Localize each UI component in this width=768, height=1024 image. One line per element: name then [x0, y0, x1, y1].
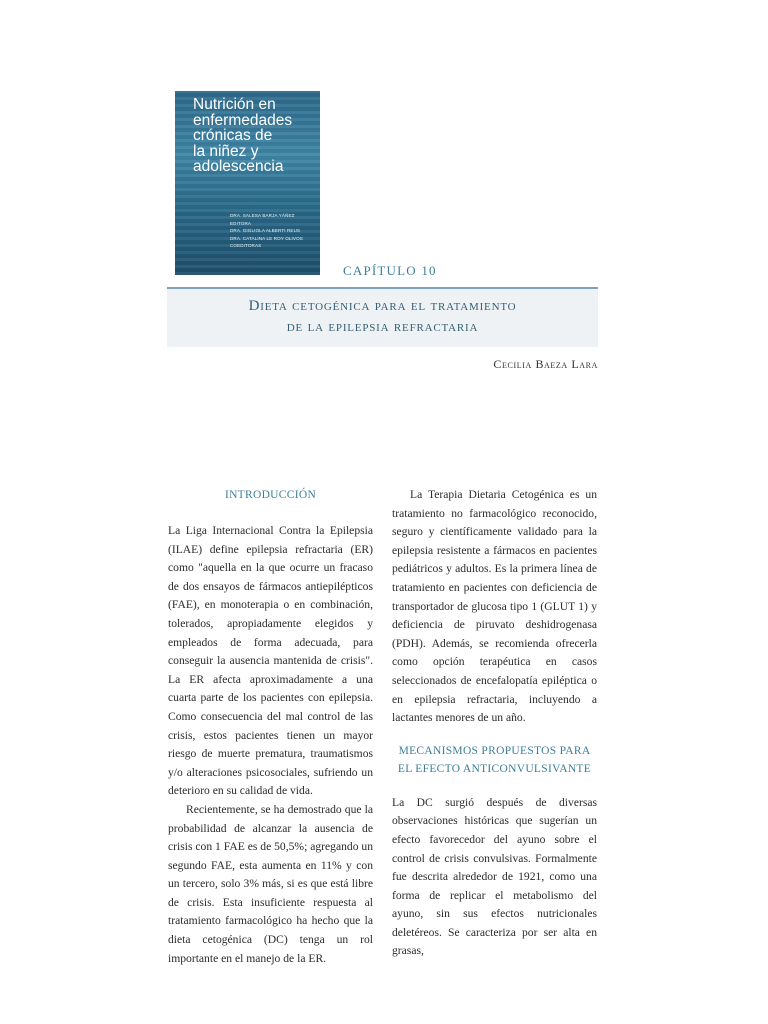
- right-column: [392, 486, 597, 961]
- paragraph: La DC surgió después de diversas observaciones históricas que sugerían un efecto favorecedor del ayuno sobre el control de crisis convulsivas. Formalmente fue descrita alrededor de 1921, como una forma de replicar el metabolismo del ayuno, sin sus efectos nutricionales deletéreos. Se caracteriza por ser alta en grasas,: [392, 795, 597, 958]
- cover-title-line: la niñez y: [193, 142, 259, 160]
- cover-credits: [230, 212, 318, 250]
- chapter-author: Cecilia Baeza Lara: [493, 357, 598, 371]
- section-heading-introduction: INTRODUCCIÓN: [224, 489, 317, 501]
- cover-title-line: adolescencia: [193, 158, 284, 176]
- left-column: [168, 486, 373, 968]
- cover-credit-line: COEDITORAS: [230, 243, 262, 249]
- book-cover: [175, 91, 320, 275]
- chapter-label: CAPÍTULO 10: [343, 263, 437, 278]
- cover-credit-line: EDITORA: [230, 220, 252, 226]
- cover-title-line: crónicas de: [193, 127, 273, 145]
- section-heading-line: EL EFECTO ANTICONVULSIVANTE: [397, 762, 592, 775]
- paragraph: La Terapia Dietaria Cetogénica es un tratamiento no farmacológico reconocido, seguro y científicamente validado para la epilepsia resistente a fármacos en pacientes pediátricos y adultos. Es la primera línea de tratamiento en pacientes con deficiencia de transportador de glucosa tipo 1 (GLUT 1) y deficiencia de piruvato deshidrogenasa (PDH). Además, se recomienda ofrecerla como opción terapéutica en casos seleccionados de encefalopatía epiléptica o en epilepsia refractaria, incluyendo a lactantes menores de un año.: [392, 488, 597, 725]
- cover-title-line: Nutrición en: [193, 96, 276, 113]
- chapter-title: [167, 296, 598, 338]
- chapter-title-band: [167, 287, 598, 347]
- chapter-title-line: Dieta cetogénica para el tratamiento: [248, 298, 517, 314]
- cover-credit-line: DRA. CATALINA LE ROY OLIVOS: [230, 235, 303, 241]
- chapter-title-line: de la epilepsia refractaria: [286, 319, 479, 335]
- cover-credit-line: DRA. GIGLIOLA ALBERTI REUS: [230, 228, 301, 234]
- cover-title-line: enfermedades: [193, 111, 293, 129]
- paragraph: La Liga Internacional Contra la Epilepsia (ILAE) define epilepsia refractaria (ER) como "aquella en la que ocurre un fracaso de dos ensayos de fármacos antiepilépticos (FAE), en monoterapia o en combinación, tolerados, apropiadamente elegidos y empleados de forma adecuada, para conseguir la ausencia mantenida de crisis". La ER afecta aproximadamente a una cuarta parte de los pacientes con epilepsia. Como consecuencia del mal control de las crisis, estos pacientes tienen un mayor riesgo de muerte prematura, traumatismos y/o alteraciones psicosociales, sufriendo un deterioro en su calidad de vida.: [168, 524, 373, 798]
- cover-title: [193, 97, 318, 175]
- paragraph: Recientemente, se ha demostrado que la probabilidad de alcanzar la ausencia de crisis con 1 FAE es de 50,5%; agregando un segundo FAE, esta aumenta en 11% y con un tercero, solo 3% más, si es que está libre de crisis. Esta insuficiente respuesta al tratamiento farmacológico ha hecho que la dieta cetogénica (DC) tenga un rol importante en el manejo de la ER.: [168, 802, 373, 965]
- cover-credit-line: DRA. SALESA BARJA YÁÑEZ: [230, 213, 295, 218]
- section-heading-line: MECANISMOS PROPUESTOS PARA: [398, 744, 591, 757]
- section-heading-mechanisms: [392, 742, 597, 778]
